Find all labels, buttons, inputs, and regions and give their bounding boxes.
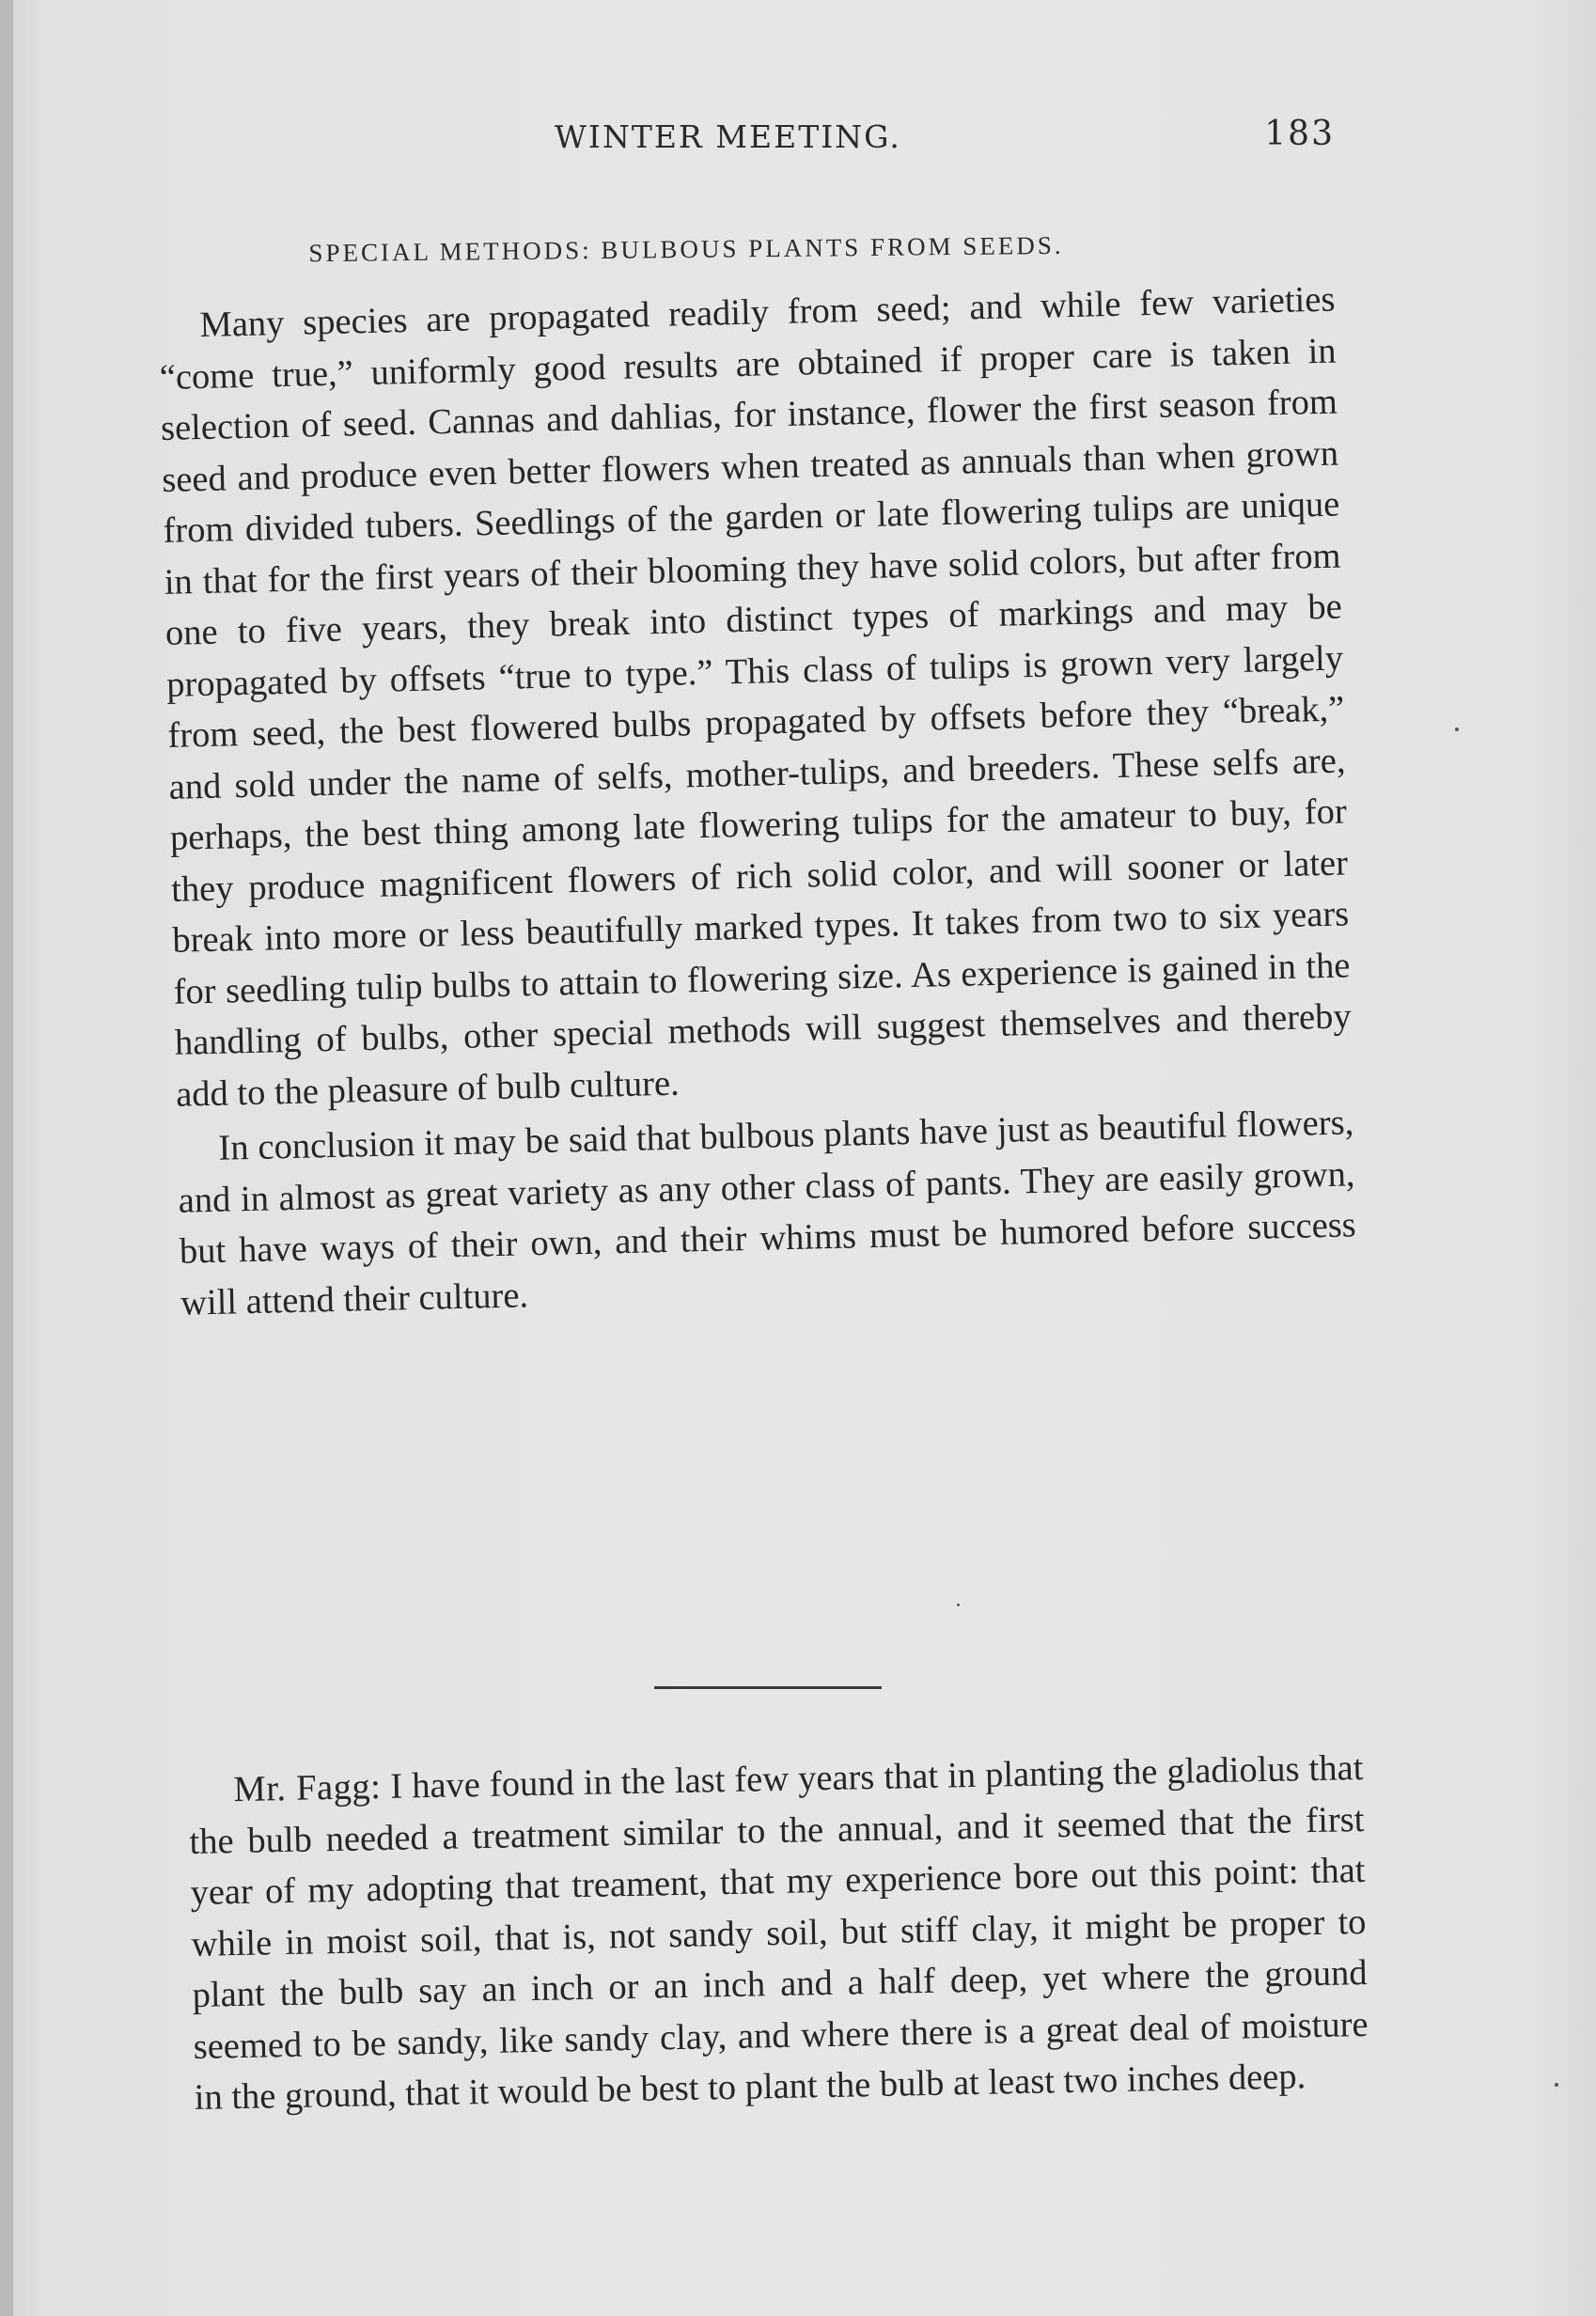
section-body xyxy=(158,274,1357,1329)
discussion-text: I have found in the last few years that in planting the gladiolus that the bulb needed a treatment similar to the annual, and it seemed that the first year of my adopting that treament, that my experience bore out this point: that while in moist soil, that is, not sandy soil, but stiff clay, it might be proper to plant the bulb say an inch or an inch and a half deep, yet where the ground seemed to be sandy, like sandy clay, and where there is a great deal of moisture in the ground, that it would be best to plant the bulb at least two inches deep. xyxy=(189,1748,1369,2118)
running-head xyxy=(150,111,1335,167)
section-heading: SPECIAL METHODS: BULBOUS PLANTS FROM SEEDS. xyxy=(308,230,1064,268)
body-paragraph: Many species are propagated readily from seed; and while few varieties “come true,” uniformly good results are obtained if proper care is taken in selection of seed. Cannas and dahlias, for instance, flower the first season from seed and produce even better flowers when treated as annuals than when grown from divided tubers. Seedlings of the garden or late flowering tulips are unique in that for the first years of their blooming they have solid colors, but after from one to five years, they break into distinct types of markings and may be propagated by offsets “true to type.” This class of tulips is grown very largely from seed, the best flowered bulbs propagated by offsets before they “break,” and sold under the name of selfs, mother-tulips, and breeders. These selfs are, perhaps, the best thing among late flowering tulips for the amateur to buy, for they produce magnificent flowers of rich solid color, and will sooner or later break into more or less beautifully marked types. It takes from two to six years for seedling tulip bulbs to attain to flowering size. As experience is gained in the handling of bulbs, other special methods will suggest themselves and thereby add to the pleasure of bulb culture. xyxy=(159,279,1353,1115)
paper-speck xyxy=(1455,728,1459,731)
speaker-name: Mr. Fagg: xyxy=(233,1767,382,1810)
paper-speck xyxy=(1555,2083,1558,2087)
page-binding-edge xyxy=(0,0,13,2316)
body-paragraph: In conclusion it may be said that bulbous plants have just as beautiful flowers, and in almost as great variety as any other class of pants. They are easily grown, but have ways of their own, and their whims must be humored before success will attend their culture. xyxy=(178,1103,1357,1323)
discussion-paragraph xyxy=(188,1743,1369,2123)
running-title: WINTER MEETING. xyxy=(555,118,901,155)
paper-speck xyxy=(957,1604,960,1606)
section-divider xyxy=(654,1686,882,1689)
page-number: 183 xyxy=(1264,115,1335,153)
discussion-block xyxy=(188,1743,1369,2123)
